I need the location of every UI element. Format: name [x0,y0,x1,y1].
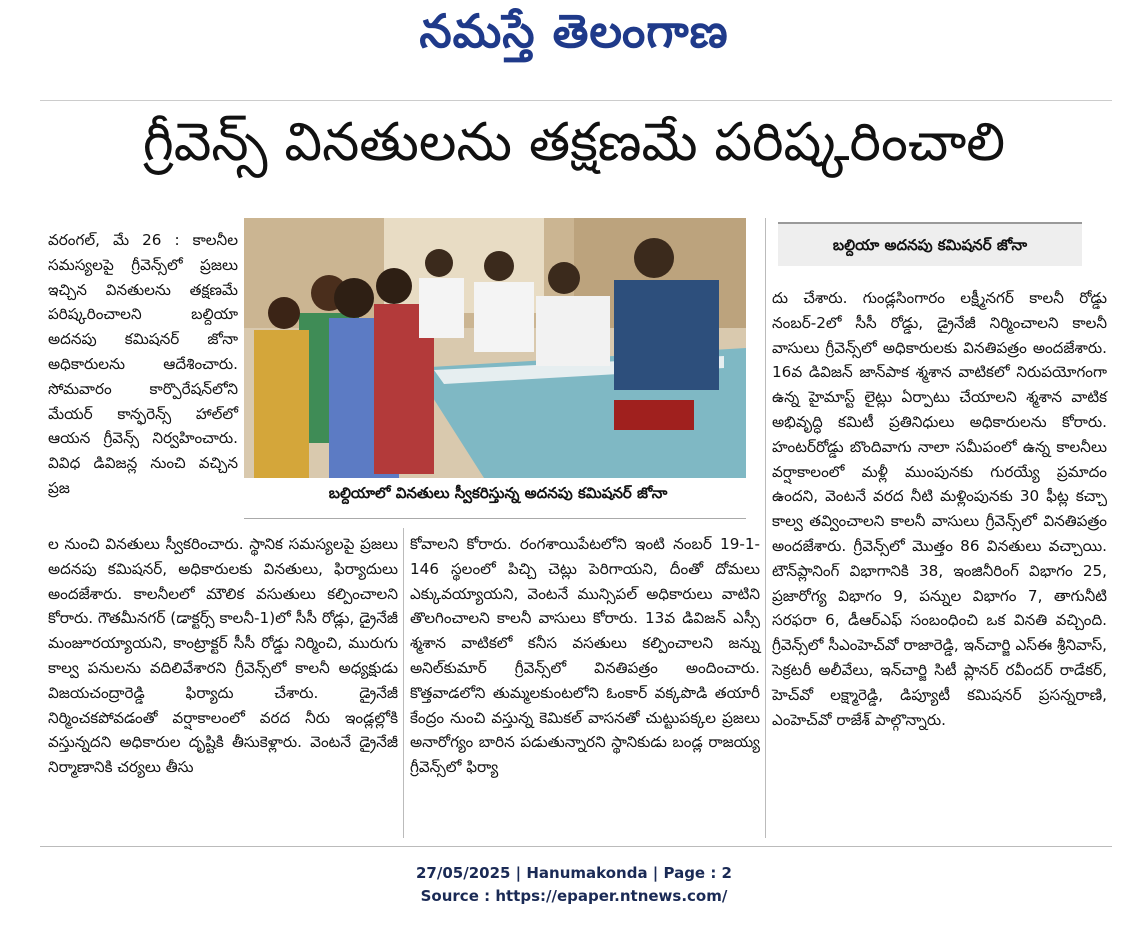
column-divider [403,528,404,838]
article-column-3 [772,286,1107,732]
article-column-2 [410,532,760,780]
photo-caption: బల్దియాలో వినతులు స్వీకరిస్తున్న అదనపు కమిషనర్ జోనా [328,484,668,502]
article-column-1-bottom [48,532,398,780]
article-column-1-top [48,228,238,501]
edition-info: 27/05/2025 | Hanumakonda | Page : 2 [415,864,732,882]
sidebar-heading: బల్దియా అదనపు కమిషనర్ జోనా [778,222,1082,266]
footer-divider [40,846,1112,847]
article-paragraph: కోవాలని కోరారు. రంగశాయిపేటలోని ఇంటి నంబర్ 19-1-146 స్థలంలో పిచ్చి చెట్లు పెరిగాయని, దీంతో దోమలు ఎక్కువయ్యాయని, వెంటనే మున్సిపల్ అధికారులు వాటిని తొలగించాలని కాలనీ వాసులు కోరారు. 13వ డివిజన్ ఎస్సీ శ్మశాన వాటికలో కనీస వసతులు కల్పించాలని జన్ను అనిల్‌కుమార్ గ్రీవెన్స్‌లో వినతిపత్రం అందించారు. కొత్తవాడలోని తుమ్మలకుంటలోని ఓంకార్ వక్కపొడి తయారీ కేంద్రం నుంచి వస్తున్న కెమికల్ వాసనతో చుట్టుపక్కల ప్రజలు అనారోగ్యం బారిన పడుతున్నారని స్థానికుడు బండ్ల రాజయ్య గ్రీవెన్స్‌లో ఫిర్యా [410,535,760,777]
article-paragraph: దు చేశారు. గుండ్లసింగారం లక్ష్మీనగర్ కాలనీ రోడ్డు నంబర్-2లో సీసీ రోడ్డు, డ్రైనేజీ నిర్మించాలని కాలనీ వాసులు గ్రీవెన్స్‌లో అధికారులకు వినతిపత్రం అందజేశారు. 16వ డివిజన్ జాన్‌పాక శ్మశాన వాటికలో నిరుపయోగంగా ఉన్న హైమాస్ట్ లైట్లు ఏర్పాటు చేయాలని శ్మశాన వాటిక అభివృద్ధి కమిటీ ప్రతినిధులు అధికారులను కోరారు. హంటర్‌రోడ్డు బొందివాగు నాలా సమీపంలో ఉన్న కాలనీలు వర్షాకాలంలో మళ్లీ ముంపునకు గురయ్యే ప్రమాదం ఉందని, వెంటనే వరద నీటి మళ్లింపునకు 30 ఫీట్ల కచ్చా కాల్వ తవ్వించాలని కాలనీ వాసులు గ్రీవెన్స్‌లో వినతిపత్రం అందజేశారు. గ్రీవెన్స్‌లో మొత్తం 86 వినతులు వచ్చాయి. టౌన్‌ప్లానింగ్ విభాగానికి 38, ఇంజినీరింగ్ విభాగం 25, ప్రజారోగ్య విభాగం 9, పన్నుల విభాగం 7, తాగునీటి సరఫరా 6, డీఆర్‌ఎఫ్ సంబంధించి ఒక వినతి వచ్చింది. గ్రీవెన్స్‌లో సీఎంహెచ్‌వో రాజారెడ్డి, ఇన్‌చార్జి ఎస్ఈ శ్రీనివాస్, సెక్రటరీ అలీవేలు, ఇన్‌చార్జి సిటీ ప్లానర్ రవీందర్ రాడేకర్, హెచ్‌వో లక్ష్మారెడ్డి, డిప్యూటీ కమిషనర్ ప్రసన్నరాణి, ఎంహెచ్‌వో రాజేశ్ పాల్గొన్నారు. [772,289,1107,729]
article-paragraph: ల నుంచి వినతులు స్వీకరించారు. స్థానిక సమస్యలపై ప్రజలు అదనపు కమిషనర్, అధికారులకు వినతులు, ఫిర్యాదులు అందజేశారు. కాలనీలలో మౌలిక వసుతులు కల్పించాలని కోరారు. గౌతమీనగర్ (డాక్టర్స్ కాలనీ-1)లో సీసీ రోడ్లు, డ్రైనేజీ మంజూరయ్యాయని, కాంట్రాక్టర్ సీసీ రోడ్డు నిర్మించి, మురుగు కాల్వ పనులను వదిలివేశారని గ్రీవెన్స్‌లో కాలనీ అధ్యక్షుడు విజయచంద్రారెడ్డి ఫిర్యాదు చేశారు. డ్రైనేజీ నిర్మించకపోవడంతో వర్షాకాలంలో వరద నీరు ఇండ్లల్లోకి వస్తున్నదని అధికారుల దృష్టికి తీసుకెళ్లారు. వెంటనే డ్రైనేజీ నిర్మాణానికి చర్యలు తీసు [48,535,398,777]
article-paragraph: వరంగల్, మే 26 : కాలనీల సమస్యలపై గ్రీవెన్స్‌లో ప్రజలు ఇచ్చిన వినతులను తక్షణమే పరిష్కరించాలని బల్దియా అదనపు కమిషనర్ జోనా అధికారులను ఆదేశించారు. సోమవారం కార్పొరేషన్‌లోని మేయర్ కాన్ఫరెన్స్ హాల్‌లో ఆయన గ్రీవెన్స్ నిర్వహించారు. వివిధ డివిజన్ల నుంచి వచ్చిన ప్రజ [48,231,238,497]
masthead-logo: నమస్తే తెలంగాణ [419,4,729,58]
caption-divider [244,518,746,519]
article-headline: గ్రీవెన్స్ వినతులను తక్షణమే పరిష్కరించాలి [142,112,1006,173]
column-divider [765,218,766,838]
source-link[interactable]: Source : https://epaper.ntnews.com/ [420,887,728,905]
officials-meeting-photo [244,218,746,478]
news-photo [244,218,746,478]
masthead-divider [40,100,1112,101]
